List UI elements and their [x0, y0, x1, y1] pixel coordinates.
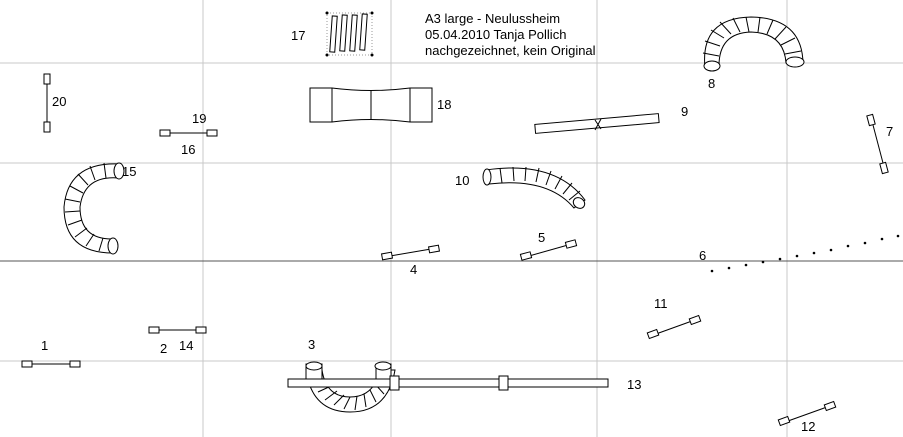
label-6: 6 [699, 248, 707, 263]
label-17: 17 [291, 28, 306, 43]
jump-7 [867, 114, 888, 173]
jump-5 [520, 240, 576, 260]
label-12: 12 [801, 419, 816, 434]
jump-16-19 [160, 130, 217, 136]
label-20: 20 [52, 94, 67, 109]
jump-4 [382, 245, 440, 260]
jump-11 [647, 315, 700, 338]
header-date-author: 05.04.2010 Tanja Pollich [425, 27, 567, 42]
label-15: 15 [122, 164, 137, 179]
label-11: 11 [654, 296, 668, 311]
label-14: 14 [179, 338, 194, 353]
tunnel-10 [483, 167, 587, 211]
label-4: 4 [410, 262, 418, 277]
dogwalk-13 [288, 376, 608, 390]
jump-1 [22, 361, 80, 367]
chute-18 [310, 88, 432, 122]
weave-6 [711, 235, 900, 273]
label-19: 19 [192, 111, 207, 126]
label-7: 7 [886, 124, 894, 139]
label-8: 8 [708, 76, 716, 91]
label-1: 1 [41, 338, 49, 353]
label-3: 3 [308, 337, 316, 352]
label-16: 16 [181, 142, 196, 157]
header-note: nachgezeichnet, kein Original [425, 43, 596, 58]
jump-20 [44, 74, 50, 132]
label-2: 2 [160, 341, 168, 356]
label-10: 10 [455, 173, 470, 188]
header-title: A3 large - Neulussheim [425, 11, 561, 26]
label-9: 9 [681, 104, 689, 119]
label-5: 5 [538, 230, 546, 245]
table-17 [326, 12, 374, 57]
label-13: 13 [627, 377, 642, 392]
label-18: 18 [437, 97, 452, 112]
jump-2-14 [149, 327, 206, 333]
tunnel-15 [64, 163, 124, 254]
